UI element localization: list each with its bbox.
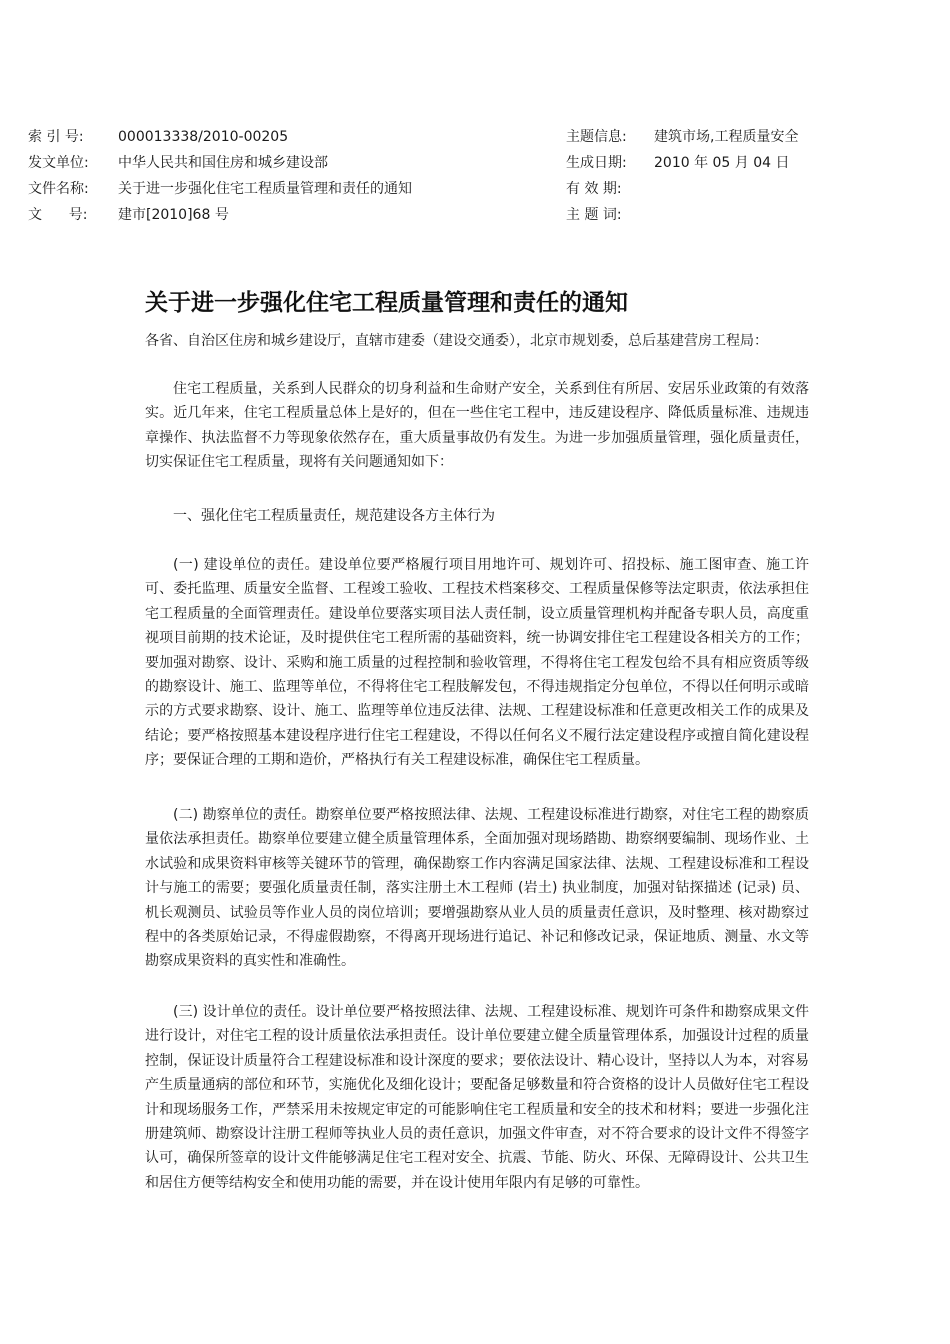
meta-label: 索 引 号: <box>28 129 84 145</box>
meta-label: 有 效 期: <box>566 181 622 197</box>
meta-row-validity <box>566 176 798 202</box>
meta-row-index-number <box>28 124 412 150</box>
meta-label: 文 号: <box>28 207 88 223</box>
meta-row-document-number <box>28 202 412 228</box>
meta-row-topic-info <box>566 124 798 150</box>
meta-row-generated-date <box>566 150 798 176</box>
meta-value: 中华人民共和国住房和城乡建设部 <box>118 155 328 171</box>
meta-label: 生成日期: <box>566 155 627 171</box>
document-title: 关于进一步强化住宅工程质量管理和责任的通知 <box>145 290 628 316</box>
meta-label: 主题信息: <box>566 129 627 145</box>
meta-row-file-name <box>28 176 412 202</box>
meta-label: 主 题 词: <box>566 207 622 223</box>
meta-label: 文件名称: <box>28 181 89 197</box>
meta-row-issuing-unit <box>28 150 412 176</box>
meta-row-keywords <box>566 202 798 228</box>
recipients-line: 各省、自治区住房和城乡建设厅，直辖市建委（建设交通委），北京市规划委，总后基建营房工程局： <box>145 333 768 349</box>
meta-label: 发文单位: <box>28 155 89 171</box>
clause-construction-unit: (一) 建设单位的责任。建设单位要严格履行项目用地许可、规划许可、招投标、施工图审查、施工许可、委托监理、质量安全监督、工程竣工验收、工程技术档案移交、工程质量保修等法定职责，依法承担住宅工程质量的全面管理责任。建设单位要落实项目法人责任制，设立质量管理机构并配备专职人员，高度重视项目前期的技术论证，及时提供住宅工程所需的基础资料，统一协调安排住宅工程建设各相关方的工作；要加强对勘察、设计、采购和施工质量的过程控制和验收管理，不得将住宅工程发包给不具有相应资质等级的勘察设计、施工、监理等单位，不得将住宅工程肢解发包，不得违规指定分包单位，不得以任何明示或暗示的方式要求勘察、设计、施工、监理等单位违反法律、法规、工程建设标准和任意更改相关工作的成果及结论；要严格按照基本建设程序进行住宅工程建设，不得以任何名义不履行法定建设程序或擅自简化建设程序；要保证合理的工期和造价，严格执行有关工程建设标准，确保住宅工程质量。 <box>145 557 809 769</box>
intro-paragraph: 住宅工程质量，关系到人民群众的切身利益和生命财产安全，关系到住有所居、安居乐业政策的有效落实。近几年来，住宅工程质量总体上是好的，但在一些住宅工程中，违反建设程序、降低质量标准、违规违章操作、执法监督不力等现象依然存在，重大质量事故仍有发生。为进一步加强质量管理，强化质量责任，切实保证住宅工程质量，现将有关问题通知如下： <box>145 381 809 471</box>
meta-value: 关于进一步强化住宅工程质量管理和责任的通知 <box>118 181 412 197</box>
meta-value: 建筑市场,工程质量安全 <box>654 129 799 145</box>
clause-design-unit: (三) 设计单位的责任。设计单位要严格按照法律、法规、工程建设标准、规划许可条件和勘察成果文件进行设计，对住宅工程的设计质量依法承担责任。设计单位要建立健全质量管理体系，加强设计过程的质量控制，保证设计质量符合工程建设标准和设计深度的要求；要依法设计、精心设计，坚持以人为本，对容易产生质量通病的部位和环节，实施优化及细化设计；要配备足够数量和符合资格的设计人员做好住宅工程设计和现场服务工作，严禁采用未按规定审定的可能影响住宅工程质量和安全的技术和材料；要进一步强化注册建筑师、勘察设计注册工程师等执业人员的责任意识，加强文件审查，对不符合要求的设计文件不得签字认可，确保所签章的设计文件能够满足住宅工程对安全、抗震、节能、防火、环保、无障碍设计、公共卫生和居住方便等结构安全和使用功能的需要，并在设计使用年限内有足够的可靠性。 <box>145 1004 809 1191</box>
document-metadata-right <box>566 124 798 228</box>
document-metadata-left <box>28 124 412 228</box>
clause-survey-unit: (二) 勘察单位的责任。勘察单位要严格按照法律、法规、工程建设标准进行勘察，对住宅工程的勘察质量依法承担责任。勘察单位要建立健全质量管理体系，全面加强对现场踏勘、勘察纲要编制、现场作业、土水试验和成果资料审核等关键环节的管理，确保勘察工作内容满足国家法律、法规、工程建设标准和工程设计与施工的需要；要强化质量责任制，落实注册土木工程师 (岩土) 执业制度，加强对钻探描述 (记录) 员、机长观测员、试验员等作业人员的岗位培训；要增强勘察从业人员的质量责任意识，及时整理、核对勘察过程中的各类原始记录，不得虚假勘察，不得离开现场进行追记、补记和修改记录，保证地质、测量、水文等勘察成果资料的真实性和准确性。 <box>145 807 809 970</box>
meta-value: 2010 年 05 月 04 日 <box>654 155 790 171</box>
section-heading: 一、强化住宅工程质量责任，规范建设各方主体行为 <box>173 508 495 524</box>
meta-value: 000013338/2010-00205 <box>118 129 289 145</box>
meta-value: 建市[2010]68 号 <box>118 207 229 223</box>
